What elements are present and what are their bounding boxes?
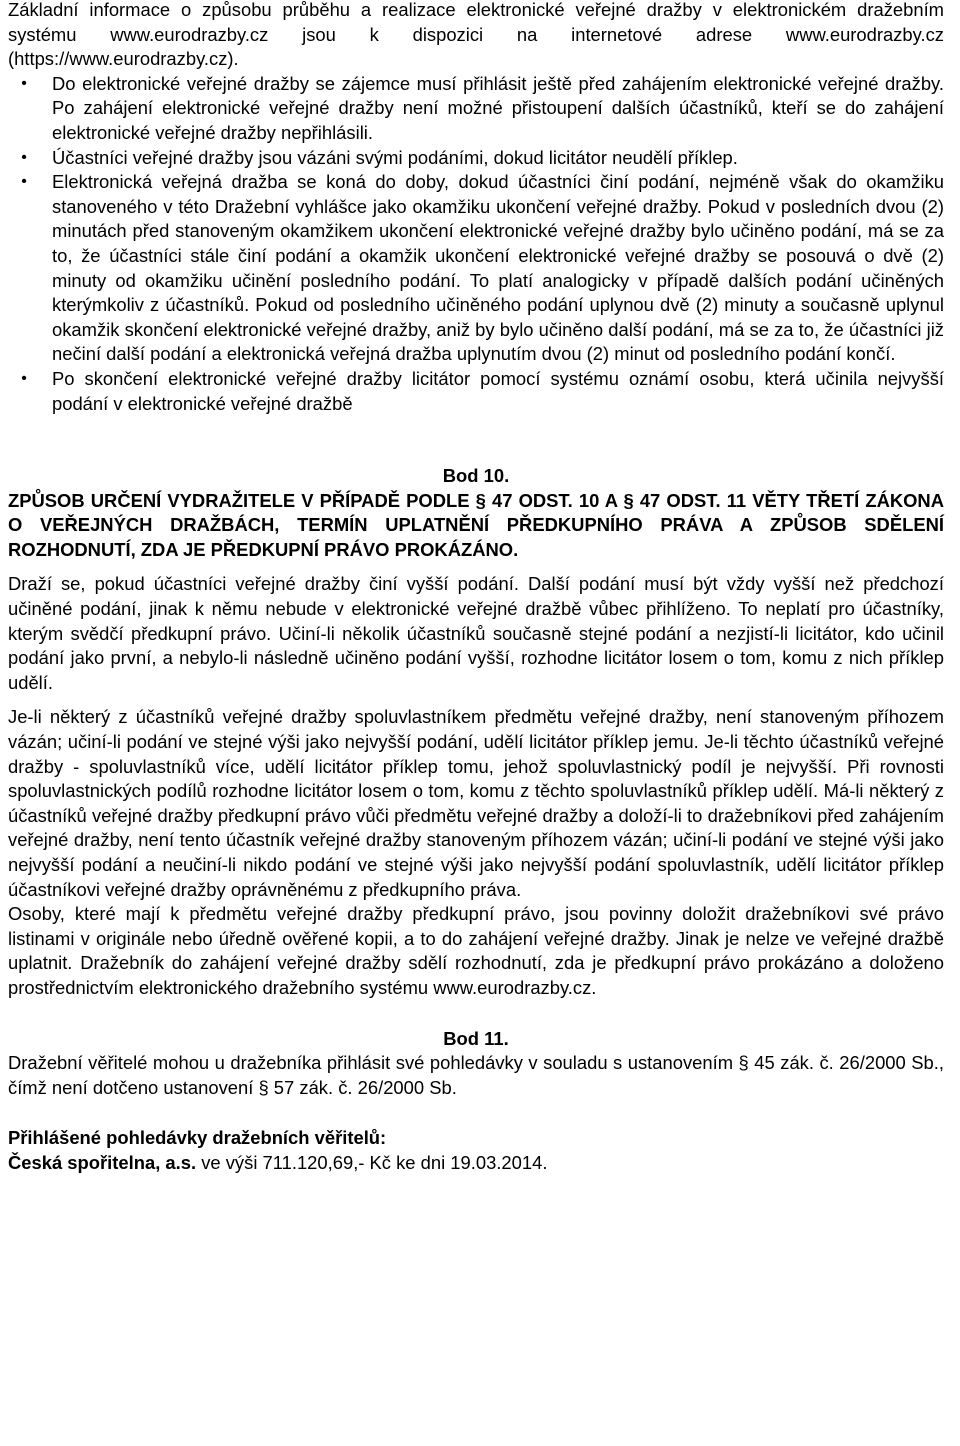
heading-part: 47 ODST. 10 A xyxy=(485,489,624,511)
creditor-amount: ve výši 711.120,69,- Kč ke dni 19.03.2014. xyxy=(196,1151,548,1173)
paragraph-co-owners: Je-li některý z účastníků veřejné dražby spoluvlastníkem předmětu veřejné dražby, není stanoveným příhozem vázán; učiní-li podání ve stejné výši jako nejvyšší podání, udělí licitátor příklep jemu. Je-li těchto účastníků veřejné dražby - spoluvlastníků více, udělí licitátor příklep tomu, jehož spoluvlastnický podíl je nejvyšší. Při rovnosti spoluvlastnických podílů rozhodne licitátor losem o tom, komu z těchto spoluvlastníků příklep udělí. Má-li některý z účastníků veřejné dražby předkupní právo vůči předmětu veřejné dražby a doloží-li to dražebníkovi před zahájením veřejné dražby, není tento účastník veřejné dražby stanoveným příhozem vázán; učiní-li podání ve stejné výši jako nejvyšší podání a neučiní-li nikdo podání ve stejné výši jako nejvyšší podání spoluvlastník, udělí licitátor příklep účastníkovi veřejné dražby oprávněnému z předkupního práva. xyxy=(8,706,944,900)
heading-part: 47 ODST. 11 VĚTY TŘETÍ ZÁKONA O VEŘEJNÝCH DRAŽBÁCH, TERMÍN UPLATNĚNÍ PŘEDKUPNÍHO PRÁVA A ZPŮSOB SDĚLENÍ ROZHODNUTÍ, ZDA JE PŘEDKUPNÍ PRÁVO PROKÁZÁNO. xyxy=(8,489,944,560)
list-item-text: Po skončení elektronické veřejné dražby licitátor pomocí systému oznámí osobu, která učinila nejvyšší podání v elektronické veřejné dražbě xyxy=(52,367,944,414)
paragraph-bidding: Draží se, pokud účastníci veřejné dražby činí vyšší podání. Další podání musí být vždy vyšší než předchozí učiněné podání, jinak k němu nebude v elektronické veřejné dražbě vůbec přihlíženo. To neplatí pro účastníky, kterým svědčí předkupní právo. Učiní-li několik účastníků současně stejné podání a nezjistí-li licitátor, kdo učinil podání jako první, a nebylo-li následně učiněno podání vyšší, rozhodne licitátor losem o tom, komu z nich příklep udělí. xyxy=(8,573,944,693)
bullet-icon: • xyxy=(21,148,27,166)
creditor-line xyxy=(8,1151,944,1176)
section-number-bod-10: Bod 10. xyxy=(442,465,510,487)
claims-heading: Přihlášené pohledávky dražebních věřitelů: xyxy=(8,1127,387,1149)
section-sign-icon: § xyxy=(475,489,486,511)
bullet-icon: • xyxy=(21,369,27,387)
section-sign-icon: § xyxy=(623,489,634,511)
paragraph-claims: Dražební věřitelé mohou u dražebníka přihlásit své pohledávky v souladu s ustanovením § 45 zák. č. 26/2000 Sb., čímž není dotčeno ustanovení § 57 zák. č. 26/2000 Sb. xyxy=(8,1052,944,1098)
list-item xyxy=(8,367,944,416)
intro-paragraph: Základní informace o způsobu průběhu a realizace elektronické veřejné dražby v elektronickém dražebním systému www.eurodrazby.cz jsou k dispozici na internetové adrese www.eurodrazby.cz (https://www.eurodrazby.cz). xyxy=(8,0,944,70)
list-item-text: Elektronická veřejná dražba se koná do doby, dokud účastníci činí podání, nejméně však do okamžiku stanoveného v této Dražební vyhlášce jako okamžiku ukončení veřejné dražby. Pokud v posledních dvou (2) minutách před stanoveným okamžikem ukončení elektronické veřejné dražby bylo učiněno podání, má se za to, že účastníci stále činí podání a okamžik ukončení elektronické veřejné dražby se posouvá o dvě (2) minuty od okamžiku učinění posledního podání. To platí analogicky v případě dalších podání učiněných kterýmkoliv z účastníků. Pokud od posledního učiněného podání uplynou dvě (2) minuty a současně uplynul okamžik skončení elektronické veřejné dražby, aniž by bylo učiněno další podání, má se za to, že účastníci již nečiní další podání a elektronická veřejná dražba uplynutím dvou (2) minut od posledního podání končí. xyxy=(52,171,944,365)
section-number-bod-11: Bod 11. xyxy=(443,1027,509,1049)
section-heading-bod-10 xyxy=(8,489,944,563)
list-item-text: Do elektronické veřejné dražby se zájemce musí přihlásit ještě před zahájením elektronické veřejné dražby. Po zahájení elektronické veřejné dražby není možné přistoupení dalších účastníků, kteří se do zahájení elektronické veřejné dražby nepřihlásili. xyxy=(52,72,944,143)
list-item xyxy=(8,72,944,146)
heading-part: ZPŮSOB URČENÍ VYDRAŽITELE V PŘÍPADĚ PODLE xyxy=(8,489,476,511)
auction-rules-list xyxy=(8,72,944,416)
bullet-icon: • xyxy=(21,74,27,92)
paragraph-preemption: Osoby, které mají k předmětu veřejné dražby předkupní právo, jsou povinny doložit dražebníkovi své právo listinami v originále nebo úředně ověřené kopii, a to do zahájení veřejné dražby. Jinak je nelze ve veřejné dražbě uplatnit. Dražebník do zahájení veřejné dražby sdělí rozhodnutí, zda je předkupní právo prokázáno a doloženo prostřednictvím elektronického dražebního systému www.eurodrazby.cz. xyxy=(8,903,944,998)
list-item-text: Účastníci veřejné dražby jsou vázáni svými podáními, dokud licitátor neudělí příklep. xyxy=(52,146,738,168)
creditor-name: Česká spořitelna, a.s. xyxy=(8,1151,197,1173)
bullet-icon: • xyxy=(21,173,27,191)
list-item xyxy=(8,170,944,367)
list-item xyxy=(8,146,944,171)
